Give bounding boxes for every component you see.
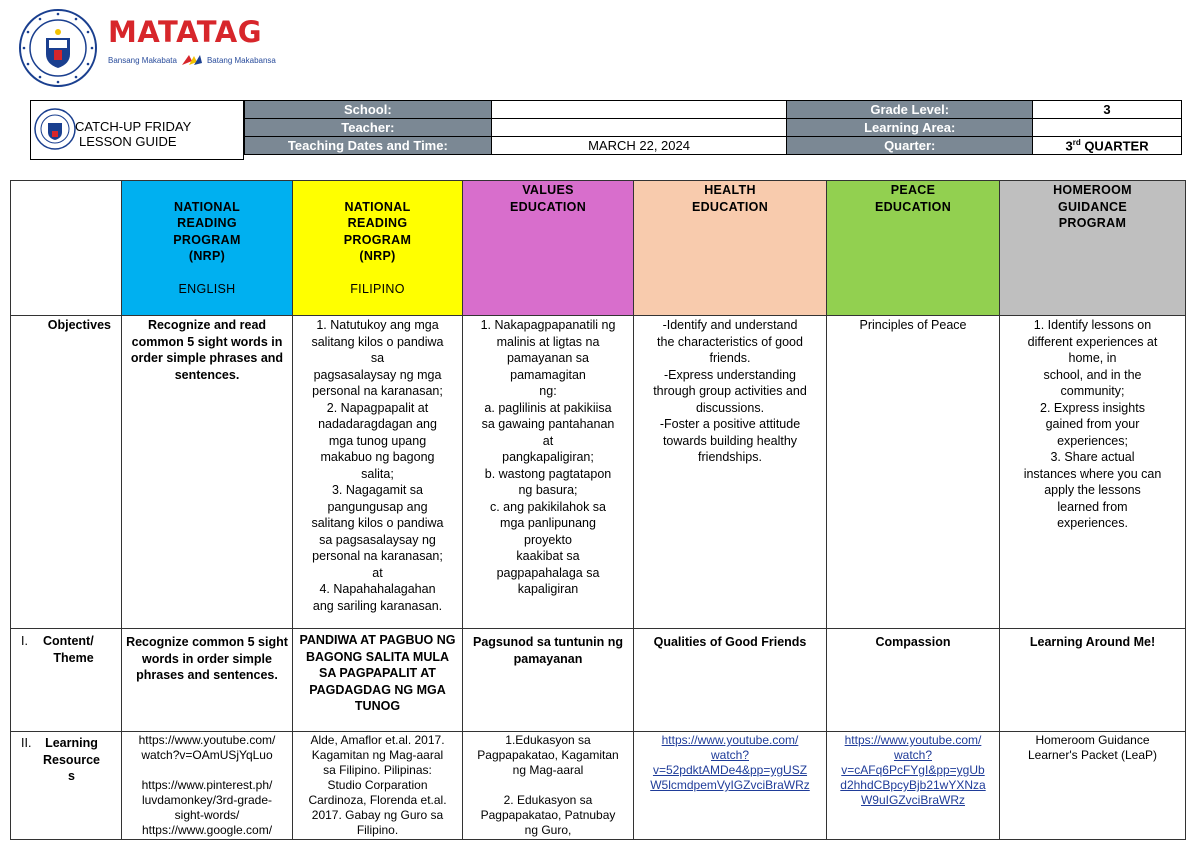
- col-header-health-education: HEALTH EDUCATION: [634, 181, 827, 316]
- title-line-1: CATCH-UP FRIDAY: [75, 119, 192, 134]
- objectives-row: [11, 316, 1186, 629]
- col-header-values-education: VALUES EDUCATION: [463, 181, 634, 316]
- objective-nrp-english: Recognize and read common 5 sight words in order simple phrases and sentences.: [122, 316, 293, 629]
- content-theme-number: I.: [21, 634, 28, 648]
- nrp-filipino-subtitle: FILIPINO: [350, 282, 405, 296]
- objectives-label: Objectives: [11, 316, 122, 629]
- teacher-label: Teacher:: [245, 119, 492, 137]
- resource-nrp-english[interactable]: https://www.youtube.com/ watch?v=OAmUSjYqLuo https://www.pinterest.ph/ luvdamonkey/3rd-grade- sight-words/ https://www.google.com/: [122, 732, 293, 840]
- resource-values-education: 1.Edukasyon sa Pagpapakatao, Kagamitan ng Mag-aaral 2. Edukasyon sa Pagpapakatao, Patnubay ng Guro,: [463, 732, 634, 840]
- col-header-peace-education: PEACE EDUCATION: [827, 181, 1000, 316]
- tagline-right: Batang Makabansa: [206, 55, 276, 65]
- title-line-2: LESSON GUIDE: [79, 134, 177, 149]
- resource-health-education-link[interactable]: https://www.youtube.com/ watch? v=52pdktAMDe4&pp=ygUSZ W5lcmdpemVyIGZvciBraWRz: [634, 732, 827, 840]
- objective-peace-education: Principles of Peace: [827, 316, 1000, 629]
- grade-level-value[interactable]: 3: [1033, 101, 1182, 119]
- quarter-word: QUARTER: [1080, 138, 1149, 154]
- learning-resources-number: II.: [21, 736, 32, 750]
- quarter-suffix: rd: [1072, 137, 1081, 147]
- content-nrp-filipino: PANDIWA AT PAGBUO NG BAGONG SALITA MULA SA PAGPAPALIT AT PAGDAGDAG NG MGA TUNOG: [293, 629, 463, 732]
- content-peace-education: Compassion: [827, 629, 1000, 732]
- learning-resources-row: [11, 732, 1186, 840]
- grade-level-label: Grade Level:: [787, 101, 1033, 119]
- col-header-nrp-english: [122, 181, 293, 316]
- matatag-logo: [108, 15, 276, 67]
- teacher-value[interactable]: [491, 119, 787, 137]
- content-health-education: Qualities of Good Friends: [634, 629, 827, 732]
- teaching-dates-value[interactable]: MARCH 22, 2024: [491, 137, 787, 155]
- resource-peace-education-link[interactable]: https://www.youtube.com/ watch? v=cAFq6PcFYgI&pp=ygUb d2hhdCBpcyBjb21wYXNza W9uIGZvciBraWRz: [827, 732, 1000, 840]
- content-theme-text: Content/ Theme: [43, 634, 94, 665]
- school-value[interactable]: [491, 101, 787, 119]
- content-theme-label: [11, 629, 122, 732]
- deped-mini-seal-icon: [33, 107, 77, 151]
- nrp-english-title: NATIONAL READING PROGRAM (NRP): [173, 199, 241, 263]
- content-nrp-english: Recognize common 5 sight words in order simple phrases and sentences.: [122, 629, 293, 732]
- teaching-dates-label: Teaching Dates and Time:: [245, 137, 492, 155]
- program-header-row: [11, 181, 1186, 316]
- resource-nrp-filipino: Alde, Amaflor et.al. 2017. Kagamitan ng Mag-aaral sa Filipino. Pilipinas: Studio Corparation Cardinoza, Florenda et.al. 2017. Gabay ng Guro sa Filipino.: [293, 732, 463, 840]
- lesson-guide-title: [75, 119, 191, 149]
- objective-homeroom-guidance: 1. Identify lessons on different experiences at home, in school, and in the community; 2. Express insights gained from your experiences; 3. Share actual instances where you can apply the lessons learned from experiences.: [1000, 316, 1186, 629]
- program-table: [10, 180, 1186, 840]
- learning-area-value[interactable]: [1033, 119, 1182, 137]
- nrp-filipino-title: NATIONAL READING PROGRAM (NRP): [343, 199, 412, 263]
- tagline-left: Bansang Makabata: [108, 55, 177, 65]
- resource-homeroom-guidance: Homeroom Guidance Learner's Packet (LeaP): [1000, 732, 1186, 840]
- lesson-guide-title-box: [30, 100, 244, 160]
- matatag-mark-icon: [181, 53, 203, 67]
- content-theme-row: [11, 629, 1186, 732]
- col-header-nrp-filipino: [293, 181, 463, 316]
- quarter-value[interactable]: [1033, 137, 1182, 155]
- quarter-label: Quarter:: [787, 137, 1033, 155]
- content-values-education: Pagsunod sa tuntunin ng pamayanan: [463, 629, 634, 732]
- nrp-english-subtitle: ENGLISH: [178, 282, 236, 296]
- deped-seal-logo: [18, 8, 98, 88]
- lesson-info-grid: [244, 100, 1182, 155]
- learning-area-label: Learning Area:: [787, 119, 1033, 137]
- header-corner-cell: [11, 181, 122, 316]
- col-header-homeroom-guidance: HOMEROOM GUIDANCE PROGRAM: [1000, 181, 1186, 316]
- learning-resources-text: Learning Resource s: [43, 736, 100, 783]
- content-homeroom-guidance: Learning Around Me!: [1000, 629, 1186, 732]
- quarter-number: 3: [1065, 138, 1073, 154]
- objective-values-education: 1. Nakapagpapanatili ng malinis at ligtas na pamayanan sa pamamagitan ng: a. paglilinis at pakikiisa sa gawaing pantahanan at pangkapaligiran; b. wastong pagtatapon ng basura; c. ang pakikilahok sa mga panlipunang proyekto kaakibat sa pagpapahalaga sa kapaligiran: [463, 316, 634, 629]
- learning-resources-label: [11, 732, 122, 840]
- school-label: School:: [245, 101, 492, 119]
- matatag-wordmark: MATATAG: [108, 15, 263, 49]
- objective-nrp-filipino: 1. Natutukoy ang mga salitang kilos o pandiwa sa pagsasalaysay ng mga personal na karanasan; 2. Napagpapalit at nadadaragdagan ang mga tunog upang makabuo ng bagong salita; 3. Nagagamit sa pangungusap ang salitang kilos o pandiwa sa pagsasalaysay ng personal na karanasan; at 4. Napahahalagahan ang sariling karanasan.: [293, 316, 463, 629]
- objective-health-education: -Identify and understand the characteristics of good friends. -Express understanding through group activities and discussions. -Foster a positive attitude towards building healthy friendships.: [634, 316, 827, 629]
- matatag-tagline: [108, 53, 276, 67]
- lesson-header: [30, 100, 1182, 162]
